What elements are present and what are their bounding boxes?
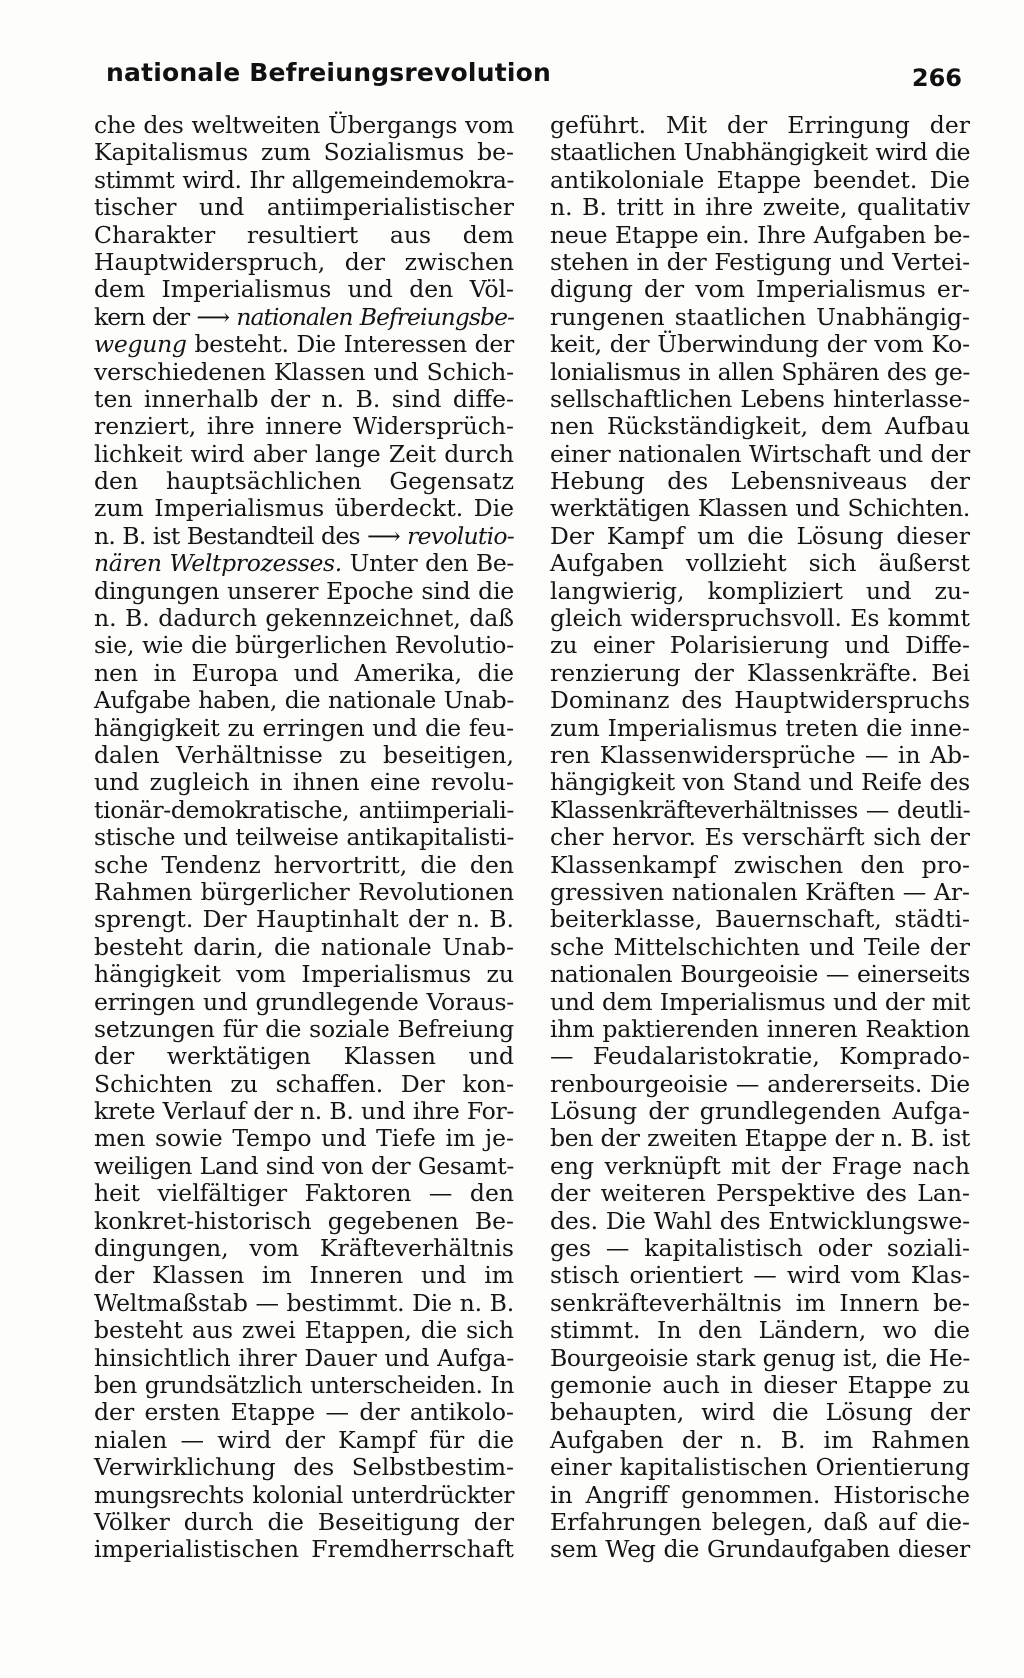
text-line: hängigkeit zu erringen und die feu-: [94, 713, 514, 742]
text-line: ben der zweiten Etappe der n. B. ist: [550, 1124, 970, 1153]
text-line: verschiedenen Klassen und Schich-: [94, 357, 514, 386]
text-line: wegung besteht. Die Interessen der: [94, 330, 514, 359]
text-line: Verwirklichung des Selbstbestim-: [94, 1453, 514, 1482]
text-line: hinsichtlich ihrer Dauer und Aufga-: [94, 1343, 514, 1372]
text-line: tionär-demokratische, antiimperiali-: [94, 795, 514, 824]
text-line: Aufgaben der n. B. im Rahmen: [550, 1425, 970, 1454]
text-line: stimmt wird. Ihr allgemeindemokra-: [94, 165, 514, 194]
text-line: digung der vom Imperialismus er-: [550, 275, 970, 304]
text-line: weiligen Land sind von der Gesamt-: [94, 1151, 514, 1180]
text-line: cher hervor. Es verschärft sich der: [550, 823, 970, 852]
text-line: Kapitalismus zum Sozialismus be-: [94, 138, 514, 167]
text-line: Hebung des Lebensniveaus der: [550, 467, 970, 496]
text-line: dalen Verhältnisse zu beseitigen,: [94, 740, 514, 769]
text-line: nen Rückständigkeit, dem Aufbau: [550, 412, 970, 441]
text-line: hängigkeit vom Imperialismus zu: [94, 960, 514, 989]
text-line: stische und teilweise antikapitalisti-: [94, 823, 514, 852]
text-line: gemonie auch in dieser Etappe zu: [550, 1370, 970, 1399]
text-line: zu einer Polarisierung und Diffe-: [550, 631, 970, 660]
text-line: zum Imperialismus überdeckt. Die: [94, 494, 514, 523]
text-line: Aufgaben vollzieht sich äußerst: [550, 549, 970, 578]
text-line: geführt. Mit der Erringung der: [550, 111, 970, 139]
text-line: setzungen für die soziale Befreiung: [94, 1014, 514, 1043]
text-line: der Klassen im Inneren und im: [94, 1261, 514, 1290]
text-line: in Angriff genommen. Historische: [550, 1480, 970, 1509]
text-line: nationalen Bourgeoisie — einerseits: [550, 960, 970, 989]
text-line: stisch orientiert — wird vom Klas-: [550, 1261, 970, 1290]
text-line: zum Imperialismus treten die inne-: [550, 713, 970, 742]
text-line: — Feudalaristokratie, Komprado-: [550, 1042, 970, 1071]
text-line: Dominanz des Hauptwiderspruchs: [550, 686, 970, 715]
text-line: staatlichen Unabhängigkeit wird die: [550, 138, 970, 167]
text-line: nialen — wird der Kampf für die: [94, 1425, 514, 1454]
text-line: langwierig, kompliziert und zu-: [550, 576, 970, 605]
text-line: beiterklasse, Bauernschaft, städti-: [550, 905, 970, 934]
text-line: Schichten zu schaffen. Der kon-: [94, 1069, 514, 1098]
text-line: sche Tendenz hervortritt, die den: [94, 850, 514, 879]
text-line: ihm paktierenden inneren Reaktion: [550, 1014, 970, 1043]
text-line: krete Verlauf der n. B. und ihre For-: [94, 1097, 514, 1126]
text-line: der weiteren Perspektive des Lan-: [550, 1179, 970, 1208]
text-line: und dem Imperialismus und der mit: [550, 987, 970, 1016]
text-line: Klassenkräfteverhältnisses — deutli-: [550, 795, 970, 824]
text-line: mungsrechts kolonial unterdrückter: [94, 1480, 514, 1509]
text-line: und zugleich in ihnen eine revolu-: [94, 768, 514, 797]
text-line: Lösung der grundlegenden Aufga-: [550, 1097, 970, 1126]
text-line: Charakter resultiert aus dem: [94, 220, 514, 249]
text-line: einer nationalen Wirtschaft und der: [550, 439, 970, 468]
text-line: der werktätigen Klassen und: [94, 1042, 514, 1071]
text-line: men sowie Tempo und Tiefe im je-: [94, 1124, 514, 1153]
text-line: antikoloniale Etappe beendet. Die: [550, 165, 970, 194]
text-line: Erfahrungen belegen, daß auf die-: [550, 1507, 970, 1536]
text-line: senkräfteverhältnis im Innern be-: [550, 1288, 970, 1317]
text-line: che des weltweiten Übergangs vom: [94, 111, 514, 139]
text-line: sche Mittelschichten und Teile der: [550, 932, 970, 961]
text-line: lichkeit wird aber lange Zeit durch: [94, 439, 514, 468]
text-line: sie, wie die bürgerlichen Revolutio-: [94, 631, 514, 660]
text-line: tischer und antiimperialistischer: [94, 193, 514, 222]
text-line: der ersten Etappe — der antikolo-: [94, 1398, 514, 1427]
text-line: Bourgeoisie stark genug ist, die He-: [550, 1343, 970, 1372]
left-text-column: [94, 112, 514, 1564]
text-line: renzierung der Klassenkräfte. Bei: [550, 658, 970, 687]
text-line: nen in Europa und Amerika, die: [94, 658, 514, 687]
text-line: Hauptwiderspruch, der zwischen: [94, 247, 514, 276]
text-line: sem Weg die Grundaufgaben dieser: [550, 1535, 970, 1564]
text-line: dem Imperialismus und den Völ-: [94, 275, 514, 304]
text-line: eng verknüpft mit der Frage nach: [550, 1151, 970, 1180]
text-line: gressiven nationalen Kräften — Ar-: [550, 877, 970, 906]
text-line: neue Etappe ein. Ihre Aufgaben be-: [550, 220, 970, 249]
text-line: ben grundsätzlich unterscheiden. In: [94, 1370, 514, 1399]
text-line: ren Klassenwidersprüche — in Ab-: [550, 740, 970, 769]
text-line: n. B. tritt in ihre zweite, qualitativ: [550, 193, 970, 222]
text-line: ten innerhalb der n. B. sind diffe-: [94, 384, 514, 413]
text-line: besteht darin, die nationale Unab-: [94, 932, 514, 961]
text-line: sellschaftlichen Lebens hinterlasse-: [550, 384, 970, 413]
page-number: 266: [911, 64, 962, 92]
text-line: Rahmen bürgerlicher Revolutionen: [94, 877, 514, 906]
text-line: werktätigen Klassen und Schichten.: [550, 494, 970, 523]
text-line: stehen in der Festigung und Vertei-: [550, 247, 970, 276]
text-line: stimmt. In den Ländern, wo die: [550, 1316, 970, 1345]
text-line: rungenen staatlichen Unabhängig-: [550, 302, 970, 331]
text-line: n. B. ist Bestandteil des ⟶ revolutio-: [94, 521, 514, 550]
text-line: Klassenkampf zwischen den pro-: [550, 850, 970, 879]
text-line: den hauptsächlichen Gegensatz: [94, 467, 514, 496]
text-line: konkret-historisch gegebenen Be-: [94, 1206, 514, 1235]
text-line: gleich widerspruchsvoll. Es kommt: [550, 604, 970, 633]
text-line: keit, der Überwindung der vom Ko-: [550, 330, 970, 359]
text-line: lonialismus in allen Sphären des ge-: [550, 357, 970, 386]
text-line: behaupten, wird die Lösung der: [550, 1398, 970, 1427]
text-line: erringen und grundlegende Voraus-: [94, 987, 514, 1016]
text-line: dingungen, vom Kräfteverhältnis: [94, 1234, 514, 1263]
running-head: nationale Befreiungsrevolution: [106, 58, 551, 87]
text-line: einer kapitalistischen Orientierung: [550, 1453, 970, 1482]
text-line: nären Weltprozesses. Unter den Be-: [94, 549, 514, 578]
text-line: Der Kampf um die Lösung dieser: [550, 521, 970, 550]
text-line: Aufgabe haben, die nationale Unab-: [94, 686, 514, 715]
text-line: hängigkeit von Stand und Reife des: [550, 768, 970, 797]
text-line: renbourgeoisie — andererseits. Die: [550, 1069, 970, 1098]
text-line: renziert, ihre innere Widersprüch-: [94, 412, 514, 441]
text-line: n. B. dadurch gekennzeichnet, daß: [94, 604, 514, 633]
text-line: besteht aus zwei Etappen, die sich: [94, 1316, 514, 1345]
text-line: des. Die Wahl des Entwicklungswe-: [550, 1206, 970, 1235]
text-line: sprengt. Der Hauptinhalt der n. B.: [94, 905, 514, 934]
text-line: Völker durch die Beseitigung der: [94, 1507, 514, 1536]
text-line: kern der ⟶ nationalen Befreiungsbe-: [94, 302, 514, 331]
text-line: Weltmaßstab — bestimmt. Die n. B.: [94, 1288, 514, 1317]
text-line: dingungen unserer Epoche sind die: [94, 576, 514, 605]
text-line: imperialistischen Fremdherrschaft: [94, 1535, 514, 1564]
text-line: ges — kapitalistisch oder soziali-: [550, 1234, 970, 1263]
text-line: heit vielfältiger Faktoren — den: [94, 1179, 514, 1208]
right-text-column: [550, 112, 970, 1564]
